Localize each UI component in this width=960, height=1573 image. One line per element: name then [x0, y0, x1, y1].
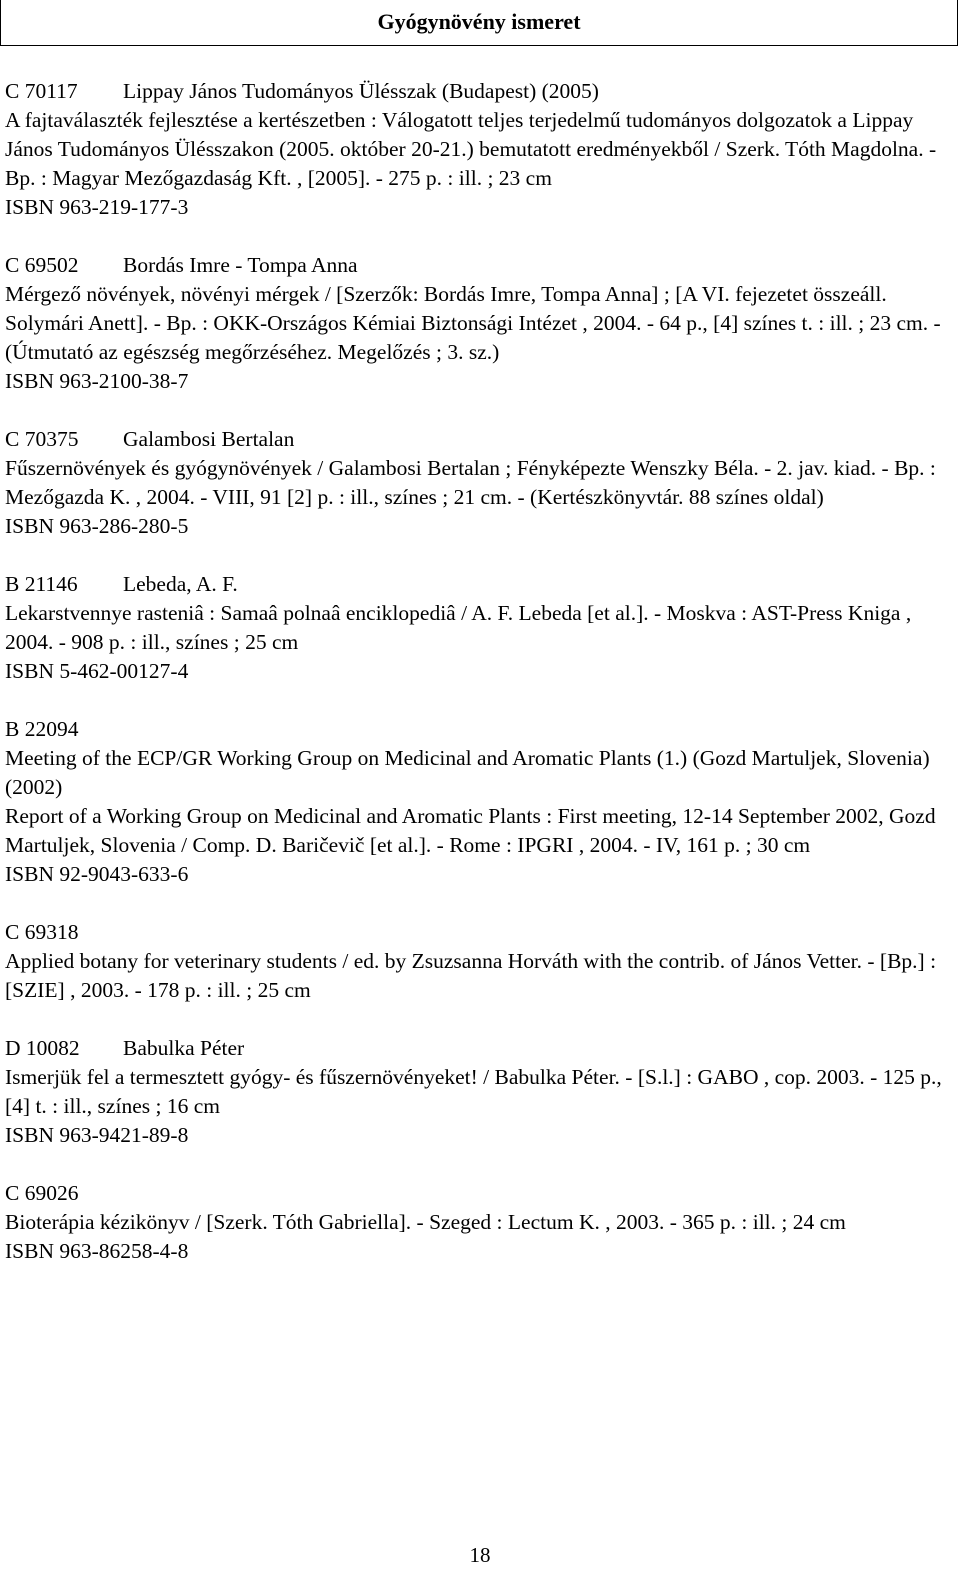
entry-head	[5, 1034, 950, 1063]
entry-isbn: ISBN 963-286-280-5	[5, 514, 189, 538]
entry-head	[5, 918, 950, 947]
catalog-entry	[5, 570, 950, 686]
catalog-entries	[5, 77, 950, 1295]
call-number: B 21146	[5, 572, 78, 596]
entry-description: Applied botany for veterinary students / ed. by Zsuzsanna Horváth with the contrib. of János Vetter. - [Bp.] : [SZIE] , 2003. - 178 p. : ill. ; 25 cm	[5, 949, 937, 1002]
catalog-entry	[5, 77, 950, 222]
entry-heading: Lebeda, A. F.	[123, 572, 238, 596]
catalog-entry	[5, 425, 950, 541]
entry-description: Bioterápia kézikönyv / [Szerk. Tóth Gabriella]. - Szeged : Lectum K. , 2003. - 365 p. : ill. ; 24 cm	[5, 1210, 846, 1234]
entry-description: Ismerjük fel a termesztett gyógy- és fűszernövényeket! / Babulka Péter. - [S.l.] : GABO , cop. 2003. - 125 p., [4] t. : ill., színes ; 16 cm	[5, 1065, 942, 1118]
entry-head	[5, 425, 950, 454]
catalog-entry	[5, 715, 950, 889]
catalog-entry	[5, 918, 950, 1005]
entry-head	[5, 251, 950, 280]
entry-heading: Galambosi Bertalan	[123, 427, 295, 451]
entry-description: A fajtaválaszték fejlesztése a kertészetben : Válogatott teljes terjedelmű tudományos dolgozatok a Lippay János Tudományos Ülésszakon (2005. október 20-21.) bemutatott eredményekből / Szerk. Tóth Magdolna. - Bp. : Magyar Mezőgazdaság Kft. , [2005]. - 275 p. : ill. ; 23 cm	[5, 108, 937, 190]
call-number: C 70117	[5, 79, 78, 103]
catalog-entry	[5, 251, 950, 396]
entry-isbn: ISBN 963-219-177-3	[5, 195, 189, 219]
entry-heading: Lippay János Tudományos Ülésszak (Budapest) (2005)	[123, 79, 599, 103]
call-number: B 22094	[5, 717, 79, 741]
entry-isbn: ISBN 5-462-00127-4	[5, 659, 189, 683]
entry-isbn: ISBN 963-9421-89-8	[5, 1123, 189, 1147]
call-number: C 69026	[5, 1181, 79, 1205]
entry-head	[5, 570, 950, 599]
entry-heading: Babulka Péter	[123, 1036, 245, 1060]
call-number: D 10082	[5, 1036, 80, 1060]
entry-heading: Bordás Imre - Tompa Anna	[123, 253, 358, 277]
entry-head	[5, 715, 950, 744]
entry-description: Mérgező növények, növényi mérgek / [Szerzők: Bordás Imre, Tompa Anna] ; [A VI. fejezetet összeáll. Solymári Anett]. - Bp. : OKK-Országos Kémiai Biztonsági Intézet , 2004. - 64 p., [4] színes t. : ill. ; 23 cm. - (Útmutató az egészség megőrzéséhez. Megelőzés ; 3. sz.)	[5, 282, 941, 364]
call-number: C 69502	[5, 253, 79, 277]
entry-description: Meeting of the ECP/GR Working Group on Medicinal and Aromatic Plants (1.) (Gozd Martuljek, Slovenia) (2002) Report of a Working Group on Medicinal and Aromatic Plants : First meeting, 12-14 September 2002, Gozd Martuljek, Slovenia / Comp. D. Baričevič [et al.]. - Rome : IPGRI , 2004. - IV, 161 p. ; 30 cm	[5, 746, 936, 857]
entry-head	[5, 1179, 950, 1208]
page-number: 18	[469, 1543, 491, 1567]
catalog-entry	[5, 1179, 950, 1266]
header-title: Gyógynövény ismeret	[377, 9, 581, 34]
entry-isbn: ISBN 963-86258-4-8	[5, 1239, 189, 1263]
entry-description: Fűszernövények és gyógynövények / Galambosi Bertalan ; Fényképezte Wenszky Béla. - 2. jav. kiad. - Bp. : Mezőgazda K. , 2004. - VIII, 91 [2] p. : ill., színes ; 21 cm. - (Kertészkönyvtár. 88 színes oldal)	[5, 456, 936, 509]
entry-description: Lekarstvennye rasteniâ : Samaâ polnaâ enciklopediâ / A. F. Lebeda [et al.]. - Moskva : AST-Press Kniga , 2004. - 908 p. : ill., színes ; 25 cm	[5, 601, 912, 654]
call-number: C 70375	[5, 427, 79, 451]
call-number: C 69318	[5, 920, 79, 944]
catalog-entry	[5, 1034, 950, 1150]
entry-isbn: ISBN 92-9043-633-6	[5, 862, 189, 886]
entry-head	[5, 77, 950, 106]
page-header	[0, 0, 958, 46]
entry-isbn: ISBN 963-2100-38-7	[5, 369, 189, 393]
